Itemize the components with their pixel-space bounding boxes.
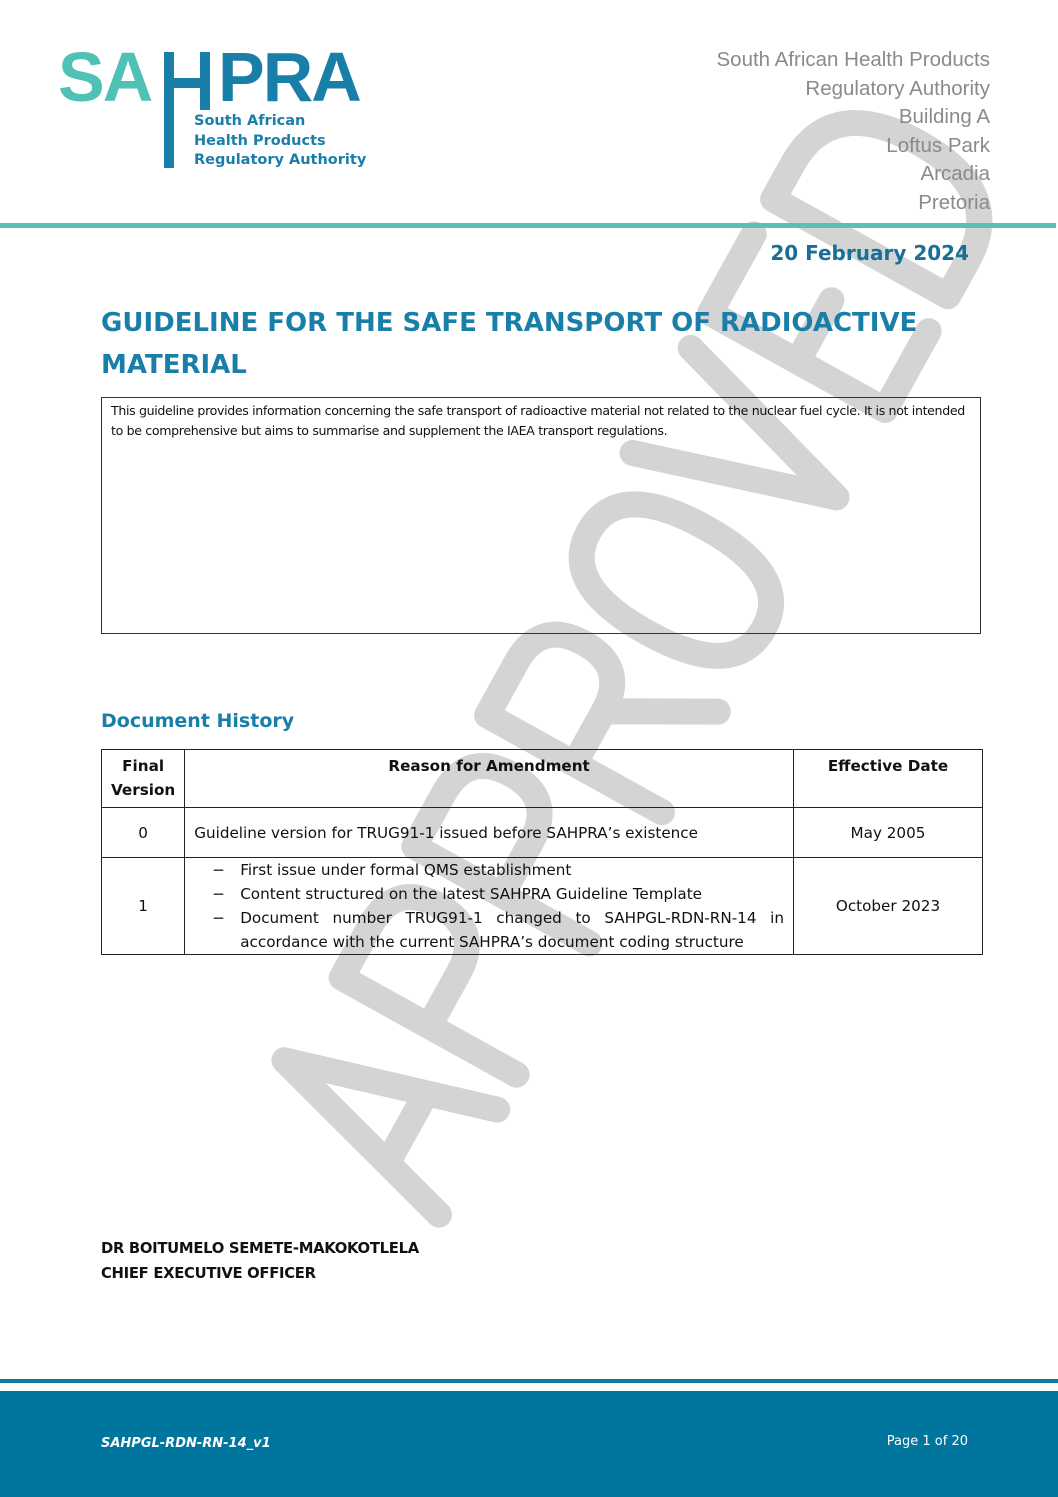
dash-bullet-icon: − <box>212 909 225 927</box>
table-row <box>102 808 983 858</box>
document-title-line: GUIDELINE FOR THE SAFE TRANSPORT OF RADIOACTIVE <box>101 308 918 338</box>
logo-subtitle-line: Regulatory Authority <box>194 152 367 168</box>
logo-subtitle-line: Health Products <box>194 132 326 149</box>
reason-list-item <box>194 906 784 954</box>
cell-version: 0 <box>102 808 185 858</box>
address-block <box>717 46 991 217</box>
reason-list-item <box>194 858 784 882</box>
cell-reason: Guideline version for TRUG91-1 issued before SAHPRA’s existence <box>185 808 794 858</box>
address-line: Pretoria <box>918 190 990 214</box>
reason-list-item <box>194 882 784 906</box>
footer-page-number: Page 1 of 20 <box>886 1434 968 1449</box>
signatory-block <box>101 1236 419 1286</box>
cell-reason-list <box>185 858 794 955</box>
document-history-heading: Document History <box>101 710 295 732</box>
address-line: Building A <box>898 105 990 128</box>
footer-document-code: SAHPGL-RDN-RN-14_v1 <box>101 1436 271 1451</box>
logo-subtitle <box>194 112 366 171</box>
address-line: Regulatory Authority <box>805 76 990 100</box>
address-line: Loftus Park <box>886 133 990 157</box>
reason-text: Document number TRUG91-1 changed to SAHPGL-RDN-RN-14 in accordance with the current SAHPRA’s document coding structure <box>240 909 784 951</box>
reason-text: First issue under formal QMS establishment <box>240 861 572 879</box>
address-line: South African Health Products <box>716 48 990 71</box>
address-line: Arcadia <box>920 162 990 185</box>
document-title <box>101 302 961 386</box>
header-divider <box>0 223 1056 228</box>
document-title-line: MATERIAL <box>101 350 247 380</box>
document-date: 20 February 2024 <box>770 241 969 265</box>
logo-wordmark-pra: PRA <box>218 38 360 116</box>
cell-date: October 2023 <box>794 858 983 955</box>
cell-date: May 2005 <box>794 808 983 858</box>
dash-bullet-icon: − <box>212 885 225 903</box>
sahpra-logo <box>58 38 368 174</box>
document-history-table <box>101 749 983 955</box>
logo-h-stem-right <box>200 52 210 110</box>
dash-bullet-icon: − <box>212 861 225 879</box>
reason-text: Content structured on the latest SAHPRA Guideline Template <box>240 885 703 903</box>
watermark-text <box>0 0 1 1</box>
cell-version: 1 <box>102 858 185 955</box>
column-header-version: Final Version <box>102 750 185 808</box>
logo-h-stem-left <box>164 52 174 168</box>
table-row <box>102 858 983 955</box>
logo-subtitle-line: South African <box>194 113 306 129</box>
footer-divider <box>0 1379 1058 1383</box>
signatory-name: DR BOITUMELO SEMETE-MAKOKOTLELA <box>101 1240 419 1257</box>
signatory-role: CHIEF EXECUTIVE OFFICER <box>101 1265 316 1282</box>
reason-list <box>194 858 784 954</box>
logo-wordmark-sa: SA <box>58 38 152 116</box>
abstract-text: This guideline provides information concerning the safe transport of radioactive material not related to the nuclear fuel cycle. It is not intended to be comprehensive but aims to summarise and supplement the IAEA transport regulations. <box>111 403 965 438</box>
table-header-row <box>102 750 983 808</box>
column-header-date: Effective Date <box>794 750 983 808</box>
watermark-letter-a <box>255 1008 497 1215</box>
column-header-reason: Reason for Amendment <box>185 750 794 808</box>
abstract-box <box>101 397 981 634</box>
